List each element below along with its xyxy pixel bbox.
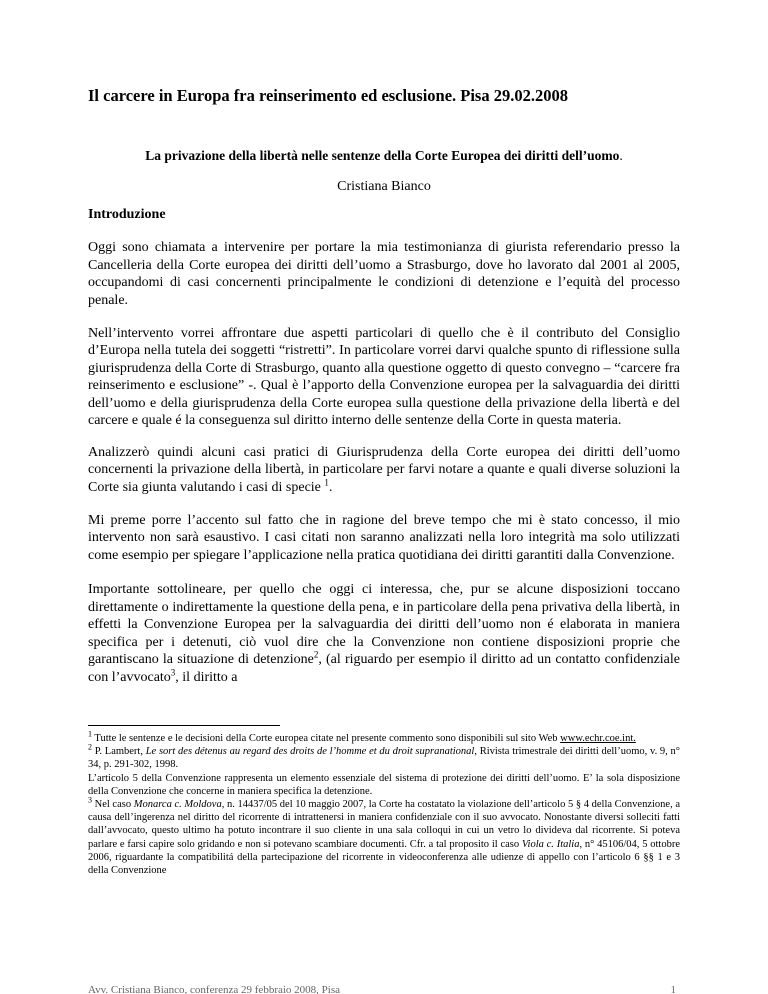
paragraph-1: Oggi sono chiamata a intervenire per portare la mia testimonianza di giurista referendario presso la Cancelleria della Corte europea dei diritti dell’uomo a Strasburgo, dove ho lavorato dal 2001 al 2005, occupandomi di casi concernenti principalmente le condizioni di detenzione e l’equità del processo penale. — [88, 240, 680, 308]
paragraph-5-text-c: , il diritto a — [175, 669, 238, 685]
paragraph-3-text: Analizzerò quindi alcuni casi pratici di Giurisprudenza della Corte europea dei diritti dell’uomo concernenti la privazione della libertà, in particolare per farvi notare a quante e quali diverse soluzioni la Corte sia giunta valutando i casi di specie — [88, 444, 680, 495]
footnote-3-case-monarca: Monarca c. Moldova — [133, 799, 222, 811]
footnote-2-number: 2 — [88, 742, 92, 752]
footnote-separator — [88, 725, 280, 726]
paragraph-4: Mi preme porre l’accento sul fatto che in ragione del breve tempo che mi è stato concesso, il mio intervento non sarà esaustivo. I casi citati non saranno analizzati nella loro integrità ma solo utilizzati come esempio per spiegare l’applicazione nella pratica quotidiana dei diritti garantiti dalla Convenzione. — [88, 512, 680, 563]
section-heading: Introduzione — [88, 207, 166, 222]
page-number: 1 — [670, 984, 676, 994]
footnote-2-continuation: L’articolo 5 della Convenzione rappresenta un elemento essenziale del sistema di protezione dei diritti dell’uomo. E’ la sola disposizione della Convenzione che concerne in maniera specifica la detenzione. — [88, 772, 680, 797]
subtitle-period: . — [619, 148, 623, 163]
footnote-3-case-viola: Viola c. Italia — [521, 838, 580, 850]
body-text — [88, 239, 680, 702]
footnote-3-number: 3 — [88, 795, 92, 805]
paragraph-3-end: . — [328, 479, 333, 495]
paragraph-5-text-a: Importante sottolineare, per quello che oggi ci interessa, che, pur se alcune disposizioni toccano direttamente o indirettamente la questione della pena, e in particolare della pena privativa della libertà, in effetti la Convenzione Europea per la salvaguardia dei diritti dell’uomo non é elaborata in maniera specifica per i detenuti, ciò vuol dire che la Convenzione non contiene disposizioni proprie che garantiscano la situazione di detenzione — [88, 582, 680, 667]
footer-text: Avv. Cristiana Bianco, conferenza 29 febbraio 2008, Pisa — [88, 984, 341, 994]
page-footer — [88, 983, 680, 994]
footnotes — [88, 729, 680, 877]
paragraph-5 — [88, 581, 680, 686]
paragraph-3 — [88, 444, 680, 497]
document-subtitle — [88, 148, 680, 164]
footnote-3-text-a: Nel caso — [92, 799, 134, 811]
paragraph-2: Nell’intervento vorrei affrontare due aspetti particolari di quello che è il contributo del Consiglio d’Europa nella tutela dei soggetti “ristretti”. In particolare vorrei darvi qualche spunto di riflessione sulla giurisprudenza della Corte di Strasburgo, quanto alla questione oggetto di questo convegno – “carcere fra reinserimento e esclusione” -. Qual è l’apporto della Convenzione europea per la salvaguardia dei diritti dell’uomo e della giurisprudenza della Corte europea sulla questione della privazione della libertà e del carcere e quale é la conseguenza sul diritto interno delle sentenze della Corte in questa materia. — [88, 325, 680, 428]
footnote-2-title: Le sort des détenus au regard des droits de l’homme et du droit supranational — [145, 746, 475, 758]
subtitle-text: La privazione della libertà nelle sentenze della Corte Europea dei diritti dell’uomo — [145, 148, 620, 163]
footnote-1-text: Tutte le sentenze e le decisioni della Corte europea citate nel presente commento sono disponibili sul sito Web — [92, 733, 561, 744]
document-title: Il carcere in Europa fra reinserimento ed esclusione. Pisa 29.02.2008 — [88, 86, 568, 105]
footnote-2 — [88, 742, 680, 771]
footnote-ref-1[interactable]: 1 — [324, 476, 329, 487]
footnote-1-number: 1 — [88, 729, 92, 739]
footnote-2-text-b: , Rivista trimestrale dei diritti dell’uomo, v. 9, n° 34, p. 291-302, 1998. — [88, 746, 680, 771]
footnote-3-text-c: , n° 45106/04, 5 ottobre 2006, riguardante la compatibilitá della partecipazione del ricorrente in videoconferenza alle udienze di appello con l’articolo 6 §§ 1 e 3 della Convenzione — [88, 838, 680, 877]
author-name: Cristiana Bianco — [337, 179, 431, 194]
footnote-ref-2[interactable]: 2 — [313, 649, 319, 660]
echr-website-link[interactable]: www.echr.coe.int. — [560, 733, 636, 744]
footnote-1 — [88, 729, 680, 745]
footnote-3 — [88, 795, 680, 877]
footnote-ref-3[interactable]: 3 — [170, 666, 176, 677]
paragraph-5-text-b: , (al riguardo per esempio il diritto ad un contatto confidenziale con l’avvocato — [88, 652, 680, 685]
footnote-2-text-a: P. Lambert, — [92, 746, 146, 758]
footnote-3-text-b: , n. 14437/05 del 10 maggio 2007, la Corte ha costatato la violazione dell’articolo 5 § 4 della Convenzione, a causa dell’ingerenza nel diritto del ricorrente di intrattenersi in maniera confidenziale con il suo avvocato. Nonostante diversi solleciti fatti dall’avvocato, questo ultimo ha potuto incontrare il suo cliente in una sala colloqui in cui un vetro lo divideva dal ricorrente. Si poteva parlare e farsi capire solo gridando e non si potevano scambiare documenti. Cfr. a tal proposito il caso — [88, 799, 680, 850]
